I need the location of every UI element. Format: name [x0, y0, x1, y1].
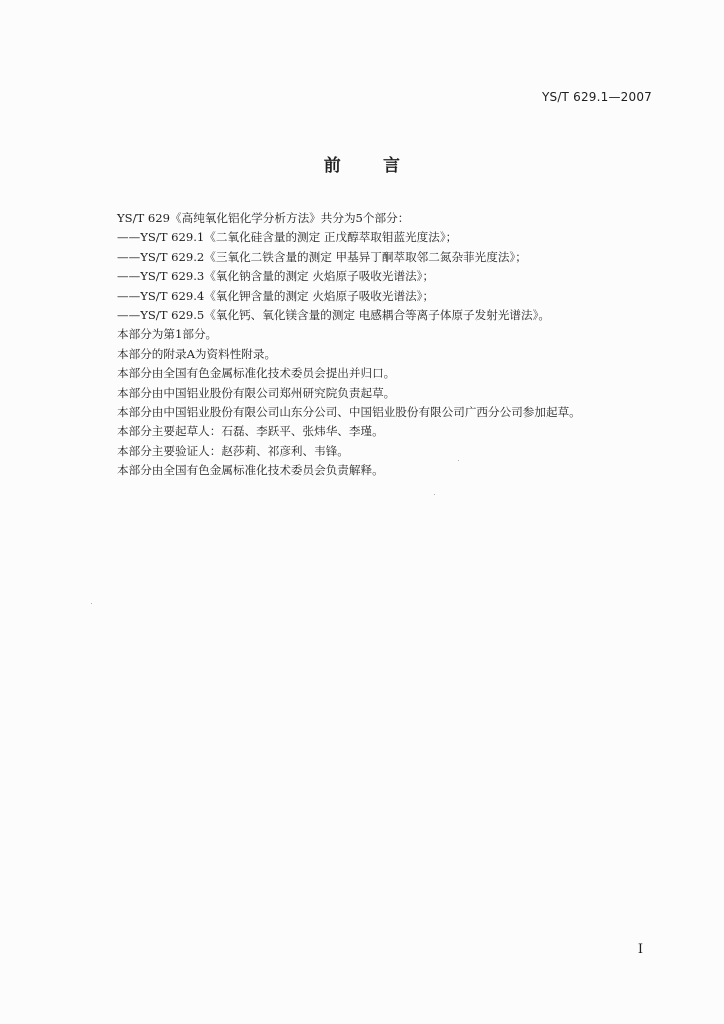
foreword-body: [117, 209, 637, 480]
foreword-line: 本部分主要验证人：赵莎莉、祁彦利、韦锋。: [117, 443, 349, 458]
foreword-line: 本部分由全国有色金属标准化技术委员会提出并归口。: [117, 366, 396, 381]
document-code: YS/T 629.1—2007: [541, 90, 652, 104]
page-number: I: [637, 942, 643, 957]
foreword-line: ——YS/T 629.5《氧化钙、氧化镁含量的测定 电感耦合等离子体原子发射光谱法》。: [117, 307, 550, 322]
foreword-line: 本部分由全国有色金属标准化技术委员会负责解释。: [117, 463, 384, 478]
foreword-line: 本部分为第1部分。: [117, 327, 218, 342]
foreword-line: 本部分由中国铝业股份有限公司山东分公司、中国铝业股份有限公司广西分公司参加起草。: [117, 404, 581, 419]
foreword-line: ——YS/T 629.2《三氧化二铁含量的测定 甲基异丁酮萃取邻二氮杂菲光度法》；: [117, 249, 527, 264]
foreword-line: 本部分的附录A为资料性附录。: [117, 346, 277, 361]
foreword-line: 本部分主要起草人：石磊、李跃平、张炜华、李瑾。: [117, 424, 384, 439]
foreword-line: YS/T 629《高纯氧化铝化学分析方法》共分为5个部分：: [117, 211, 410, 225]
foreword-line: ——YS/T 629.1《二氧化硅含量的测定 正戊醇萃取钼蓝光度法》；: [117, 230, 458, 245]
foreword-title: 前 言: [323, 156, 401, 176]
scan-speck: [458, 460, 459, 461]
scan-speck: [434, 494, 435, 495]
scan-speck: [91, 603, 92, 604]
foreword-line: 本部分由中国铝业股份有限公司郑州研究院负责起草。: [117, 385, 396, 400]
foreword-line: ——YS/T 629.4《氧化钾含量的测定 火焰原子吸收光谱法》；: [117, 288, 435, 303]
foreword-line: ——YS/T 629.3《氧化钠含量的测定 火焰原子吸收光谱法》；: [117, 269, 435, 284]
